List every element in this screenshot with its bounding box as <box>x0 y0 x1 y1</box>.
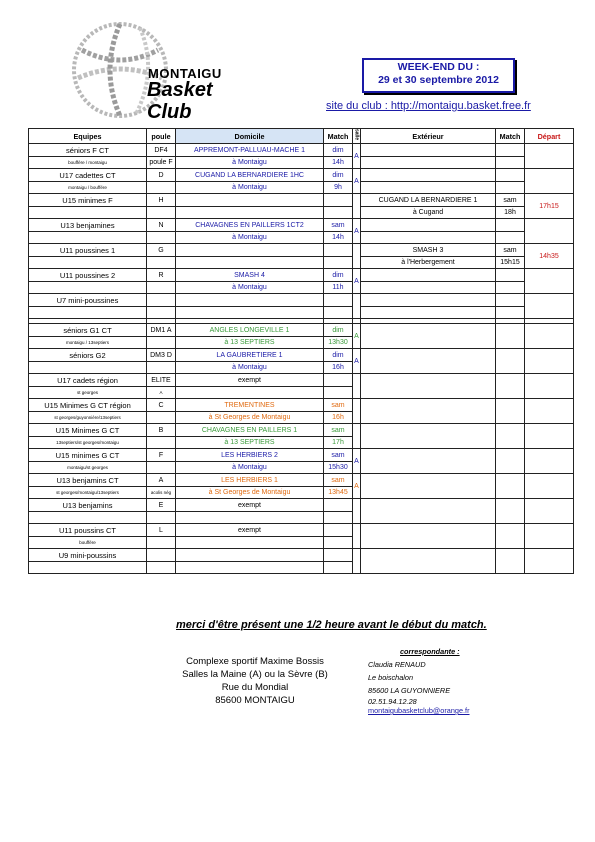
table-row <box>29 282 574 294</box>
away-match-cell <box>496 424 525 449</box>
address-line: 85600 MONTAIGU <box>215 695 295 706</box>
home-time <box>324 257 353 269</box>
venue-hall: A <box>353 474 361 499</box>
division-cell: A <box>147 474 176 487</box>
team-name: U15 Minimes G CT région <box>29 399 147 412</box>
away-day <box>496 269 525 282</box>
away-location <box>361 182 496 194</box>
team-name: U17 cadets région <box>29 374 147 387</box>
home-day: sam <box>324 219 353 232</box>
team-players <box>29 562 147 574</box>
table-row <box>29 549 574 562</box>
venue-hall: A <box>353 449 361 474</box>
home-time: 16h <box>324 412 353 424</box>
venue-hall <box>353 194 361 219</box>
table-row <box>29 194 574 207</box>
away-time <box>496 307 525 319</box>
home-location <box>176 512 324 524</box>
home-location: à St Georges de Montaigu <box>176 412 324 424</box>
home-location <box>176 307 324 319</box>
away-match-cell <box>496 474 525 499</box>
table-row <box>29 449 574 462</box>
home-time: 16h <box>324 362 353 374</box>
away-match-cell <box>496 374 525 399</box>
away-match-cell <box>496 499 525 524</box>
away-match-cell <box>496 349 525 374</box>
match-schedule-table <box>28 128 573 574</box>
away-time: 18h <box>496 207 525 219</box>
departure-time <box>525 169 574 194</box>
departure-cell <box>525 349 574 374</box>
table-row <box>29 294 574 307</box>
venue-hall <box>353 424 361 449</box>
home-location <box>176 537 324 549</box>
team-name: U11 poussines 1 <box>29 244 147 257</box>
header-exterieur: Extérieur <box>361 129 496 144</box>
home-time: 14h <box>324 232 353 244</box>
home-location: à Montaigu <box>176 232 324 244</box>
away-opponent <box>361 144 496 157</box>
home-day: sam <box>324 399 353 412</box>
table-row <box>29 157 574 169</box>
division-sub <box>147 257 176 269</box>
away-location <box>361 307 496 319</box>
home-opponent: TREMENTINES <box>176 399 324 412</box>
division-cell: DM3 D <box>147 349 176 362</box>
division-sub <box>147 562 176 574</box>
division-sub <box>147 537 176 549</box>
departure-time <box>525 144 574 169</box>
table-row <box>29 524 574 537</box>
venue-hall <box>353 524 361 549</box>
venue-hall: A <box>353 219 361 244</box>
away-time <box>496 182 525 194</box>
division-cell <box>147 294 176 307</box>
away-day <box>496 169 525 182</box>
division-cell: G <box>147 244 176 257</box>
home-opponent <box>176 194 324 207</box>
away-day <box>496 144 525 157</box>
division-sub: A <box>147 387 176 399</box>
home-time: 15h30 <box>324 462 353 474</box>
table-row <box>29 244 574 257</box>
club-site-link[interactable]: site du club : http://montaigu.basket.free.fr <box>326 100 531 112</box>
away-cell <box>361 474 496 499</box>
team-name: U17 cadettes CT <box>29 169 147 182</box>
table-row <box>29 374 574 387</box>
venue-hall <box>353 549 361 574</box>
home-time <box>324 387 353 399</box>
address-line: Complexe sportif Maxime Bossis <box>186 656 324 667</box>
away-cell <box>361 549 496 574</box>
away-match-cell <box>496 549 525 574</box>
division-sub <box>147 282 176 294</box>
team-players: st georges/montaigu/13septiers <box>29 487 147 499</box>
home-location <box>176 562 324 574</box>
team-name: séniors F CT <box>29 144 147 157</box>
away-match-cell <box>496 324 525 349</box>
home-opponent: exempt <box>176 374 324 387</box>
home-opponent: CUGAND LA BERNARDIERE 1HC <box>176 169 324 182</box>
home-time: 13h30 <box>324 337 353 349</box>
venue-hall: A <box>353 169 361 194</box>
weekend-dates: 29 et 30 septembre 2012 <box>378 74 499 86</box>
home-opponent: LES HERBIERS 2 <box>176 449 324 462</box>
table-row <box>29 499 574 512</box>
correspondent-title: correspondante : <box>400 647 460 656</box>
team-players <box>29 362 147 374</box>
table-row <box>29 232 574 244</box>
home-day: sam <box>324 424 353 437</box>
team-name: U13 benjamines <box>29 219 147 232</box>
away-day <box>496 294 525 307</box>
away-time <box>496 157 525 169</box>
division-cell: L <box>147 524 176 537</box>
home-location: à Montaigu <box>176 182 324 194</box>
home-opponent: LES HERBIERS 1 <box>176 474 324 487</box>
division-sub <box>147 307 176 319</box>
header-poule: poule <box>147 129 176 144</box>
departure-cell <box>525 474 574 499</box>
team-name: U15 Minimes G CT <box>29 424 147 437</box>
home-day: dim <box>324 269 353 282</box>
home-day <box>324 294 353 307</box>
venue-address <box>160 655 350 707</box>
division-sub <box>147 337 176 349</box>
home-location: à Montaigu <box>176 462 324 474</box>
away-opponent: CUGAND LA BERNARDIERE 1 <box>361 194 496 207</box>
home-opponent <box>176 244 324 257</box>
division-cell: ELITE <box>147 374 176 387</box>
away-day: sam <box>496 194 525 207</box>
away-cell <box>361 324 496 349</box>
team-players <box>29 232 147 244</box>
table-row <box>29 349 574 362</box>
home-opponent: CHAVAGNES EN PAILLERS 1CT2 <box>176 219 324 232</box>
division-sub <box>147 232 176 244</box>
departure-time: 17h15 <box>525 194 574 219</box>
home-opponent: APPREMONT-PALLUAU-MACHE 1 <box>176 144 324 157</box>
division-cell: F <box>147 449 176 462</box>
away-cell <box>361 499 496 524</box>
team-name: U11 poussines 2 <box>29 269 147 282</box>
home-time: 9h <box>324 182 353 194</box>
home-day <box>324 194 353 207</box>
table-row <box>29 219 574 232</box>
away-opponent <box>361 219 496 232</box>
departure-cell <box>525 424 574 449</box>
table-row <box>29 424 574 437</box>
away-cell <box>361 524 496 549</box>
away-cell <box>361 449 496 474</box>
header-match: Match <box>324 129 353 144</box>
division-sub <box>147 462 176 474</box>
home-day <box>324 524 353 537</box>
division-sub <box>147 437 176 449</box>
correspondent-phone: 02.51.94.12.28 <box>368 697 417 706</box>
team-players: 13septiers/st georges/montaigu <box>29 437 147 449</box>
team-players: bouffére / montaigu <box>29 157 147 169</box>
venue-hall <box>353 399 361 424</box>
division-sub <box>147 412 176 424</box>
away-location: à l'Herbergement <box>361 257 496 269</box>
address-line: Salles la Maine (A) ou la Sèvre (B) <box>182 669 328 680</box>
away-cell <box>361 374 496 399</box>
team-name: U11 poussins CT <box>29 524 147 537</box>
home-opponent: ANGLES LONGEVILLE 1 <box>176 324 324 337</box>
away-time: 15h15 <box>496 257 525 269</box>
home-location: à Montaigu <box>176 157 324 169</box>
division-cell: C <box>147 399 176 412</box>
away-opponent <box>361 169 496 182</box>
departure-time <box>525 219 574 244</box>
correspondent-place: Le boischalon <box>368 673 414 682</box>
home-location <box>176 207 324 219</box>
departure-cell <box>525 449 574 474</box>
correspondent-name: Claudia RENAUD <box>368 660 426 669</box>
home-day <box>324 244 353 257</box>
home-time: 17h <box>324 437 353 449</box>
home-day: sam <box>324 474 353 487</box>
departure-cell <box>525 399 574 424</box>
division-cell: R <box>147 269 176 282</box>
away-match-cell <box>496 524 525 549</box>
home-time: 11h <box>324 282 353 294</box>
arrival-notice: merci d'être présent une 1/2 heure avant le début du match. <box>176 619 487 631</box>
venue-hall <box>353 374 361 399</box>
team-name: séniors G2 <box>29 349 147 362</box>
correspondent-email[interactable]: montaigubasketclub@orange.fr <box>368 706 470 715</box>
departure-time <box>525 294 574 319</box>
weekend-box <box>362 58 515 93</box>
team-players: montaigu/st georges <box>29 462 147 474</box>
home-opponent: SMASH 4 <box>176 269 324 282</box>
away-match-cell <box>496 399 525 424</box>
away-opponent <box>361 294 496 307</box>
away-location: à Cugand <box>361 207 496 219</box>
home-location <box>176 387 324 399</box>
home-day: dim <box>324 169 353 182</box>
table-row <box>29 269 574 282</box>
header-domicile: Domicile <box>176 129 324 144</box>
departure-cell <box>525 499 574 524</box>
division-sub <box>147 512 176 524</box>
team-players <box>29 282 147 294</box>
home-opponent: exempt <box>176 524 324 537</box>
departure-time <box>525 269 574 294</box>
team-players <box>29 257 147 269</box>
header-salle: salle <box>353 129 361 144</box>
away-day: sam <box>496 244 525 257</box>
table-row <box>29 144 574 157</box>
table-row <box>29 182 574 194</box>
team-players: bouffére <box>29 537 147 549</box>
team-players: montaigu / bouffére <box>29 182 147 194</box>
division-sub: acolis nég <box>147 487 176 499</box>
away-day <box>496 219 525 232</box>
away-cell <box>361 424 496 449</box>
home-location: à 13 SEPTIERS <box>176 337 324 349</box>
header-depart: Départ <box>525 129 574 144</box>
division-cell <box>147 549 176 562</box>
address-line: Rue du Mondial <box>221 682 289 693</box>
departure-cell <box>525 324 574 349</box>
team-name: U7 mini-poussines <box>29 294 147 307</box>
home-day <box>324 499 353 512</box>
team-name: U15 minimes G CT <box>29 449 147 462</box>
venue-hall: A <box>353 269 361 294</box>
venue-hall: A <box>353 324 361 349</box>
team-name: séniors G1 CT <box>29 324 147 337</box>
home-opponent: CHAVAGNES EN PAILLERS 1 <box>176 424 324 437</box>
division-cell: N <box>147 219 176 232</box>
logo-line-1: MONTAIGU <box>148 66 222 81</box>
away-time <box>496 282 525 294</box>
home-opponent: exempt <box>176 499 324 512</box>
team-name: U9 mini-poussins <box>29 549 147 562</box>
home-location: à 13 SEPTIERS <box>176 437 324 449</box>
home-opponent <box>176 549 324 562</box>
away-location <box>361 282 496 294</box>
away-cell <box>361 349 496 374</box>
logo-line-2: Basket <box>147 79 213 101</box>
away-location <box>361 232 496 244</box>
header-equipes: Equipes <box>29 129 147 144</box>
home-time <box>324 207 353 219</box>
table-row <box>29 257 574 269</box>
departure-time: 14h35 <box>525 244 574 269</box>
home-day: dim <box>324 324 353 337</box>
club-logo <box>70 18 230 128</box>
division-cell: E <box>147 499 176 512</box>
team-players <box>29 207 147 219</box>
home-location: à St Georges de Montaigu <box>176 487 324 499</box>
team-players: st georges <box>29 387 147 399</box>
table-row <box>29 207 574 219</box>
away-match-cell <box>496 449 525 474</box>
away-opponent <box>361 269 496 282</box>
table-row <box>29 324 574 337</box>
division-sub <box>147 182 176 194</box>
venue-hall <box>353 244 361 269</box>
table-row <box>29 399 574 412</box>
departure-cell <box>525 549 574 574</box>
home-day: dim <box>324 349 353 362</box>
division-cell: DM1 A <box>147 324 176 337</box>
team-name: U13 benjamins <box>29 499 147 512</box>
division-sub <box>147 362 176 374</box>
division-cell: D <box>147 169 176 182</box>
team-name: U13 benjamins CT <box>29 474 147 487</box>
team-players: montaigu / 13septiers <box>29 337 147 349</box>
away-opponent: SMASH 3 <box>361 244 496 257</box>
home-day: dim <box>324 144 353 157</box>
team-players <box>29 307 147 319</box>
venue-hall: A <box>353 349 361 374</box>
correspondent-block <box>368 645 470 715</box>
division-cell: B <box>147 424 176 437</box>
table-row <box>29 307 574 319</box>
home-day <box>324 374 353 387</box>
venue-hall <box>353 294 361 319</box>
away-cell <box>361 399 496 424</box>
weekend-label: WEEK-END DU : <box>397 61 480 73</box>
home-location <box>176 257 324 269</box>
home-opponent: LA GAUBRETIERE 1 <box>176 349 324 362</box>
home-day <box>324 549 353 562</box>
home-time: 13h45 <box>324 487 353 499</box>
table-row <box>29 474 574 487</box>
team-name: U15 minimes F <box>29 194 147 207</box>
home-opponent <box>176 294 324 307</box>
table-row <box>29 169 574 182</box>
home-day: sam <box>324 449 353 462</box>
home-location: à Montaigu <box>176 282 324 294</box>
header-match-ext: Match <box>496 129 525 144</box>
home-time: 14h <box>324 157 353 169</box>
division-cell: H <box>147 194 176 207</box>
home-time <box>324 512 353 524</box>
departure-cell <box>525 524 574 549</box>
away-location <box>361 157 496 169</box>
home-time <box>324 307 353 319</box>
departure-cell <box>525 374 574 399</box>
home-time <box>324 537 353 549</box>
correspondent-city: 85600 LA GUYONNIERE <box>368 686 451 695</box>
venue-hall: A <box>353 144 361 169</box>
team-players: st georges/guyonnière/13septiers <box>29 412 147 424</box>
venue-hall <box>353 499 361 524</box>
team-players <box>29 512 147 524</box>
home-time <box>324 562 353 574</box>
division-cell: DF4 <box>147 144 176 157</box>
away-time <box>496 232 525 244</box>
division-sub <box>147 207 176 219</box>
division-sub: poule F <box>147 157 176 169</box>
home-location: à Montaigu <box>176 362 324 374</box>
logo-line-3: Club <box>147 101 192 123</box>
